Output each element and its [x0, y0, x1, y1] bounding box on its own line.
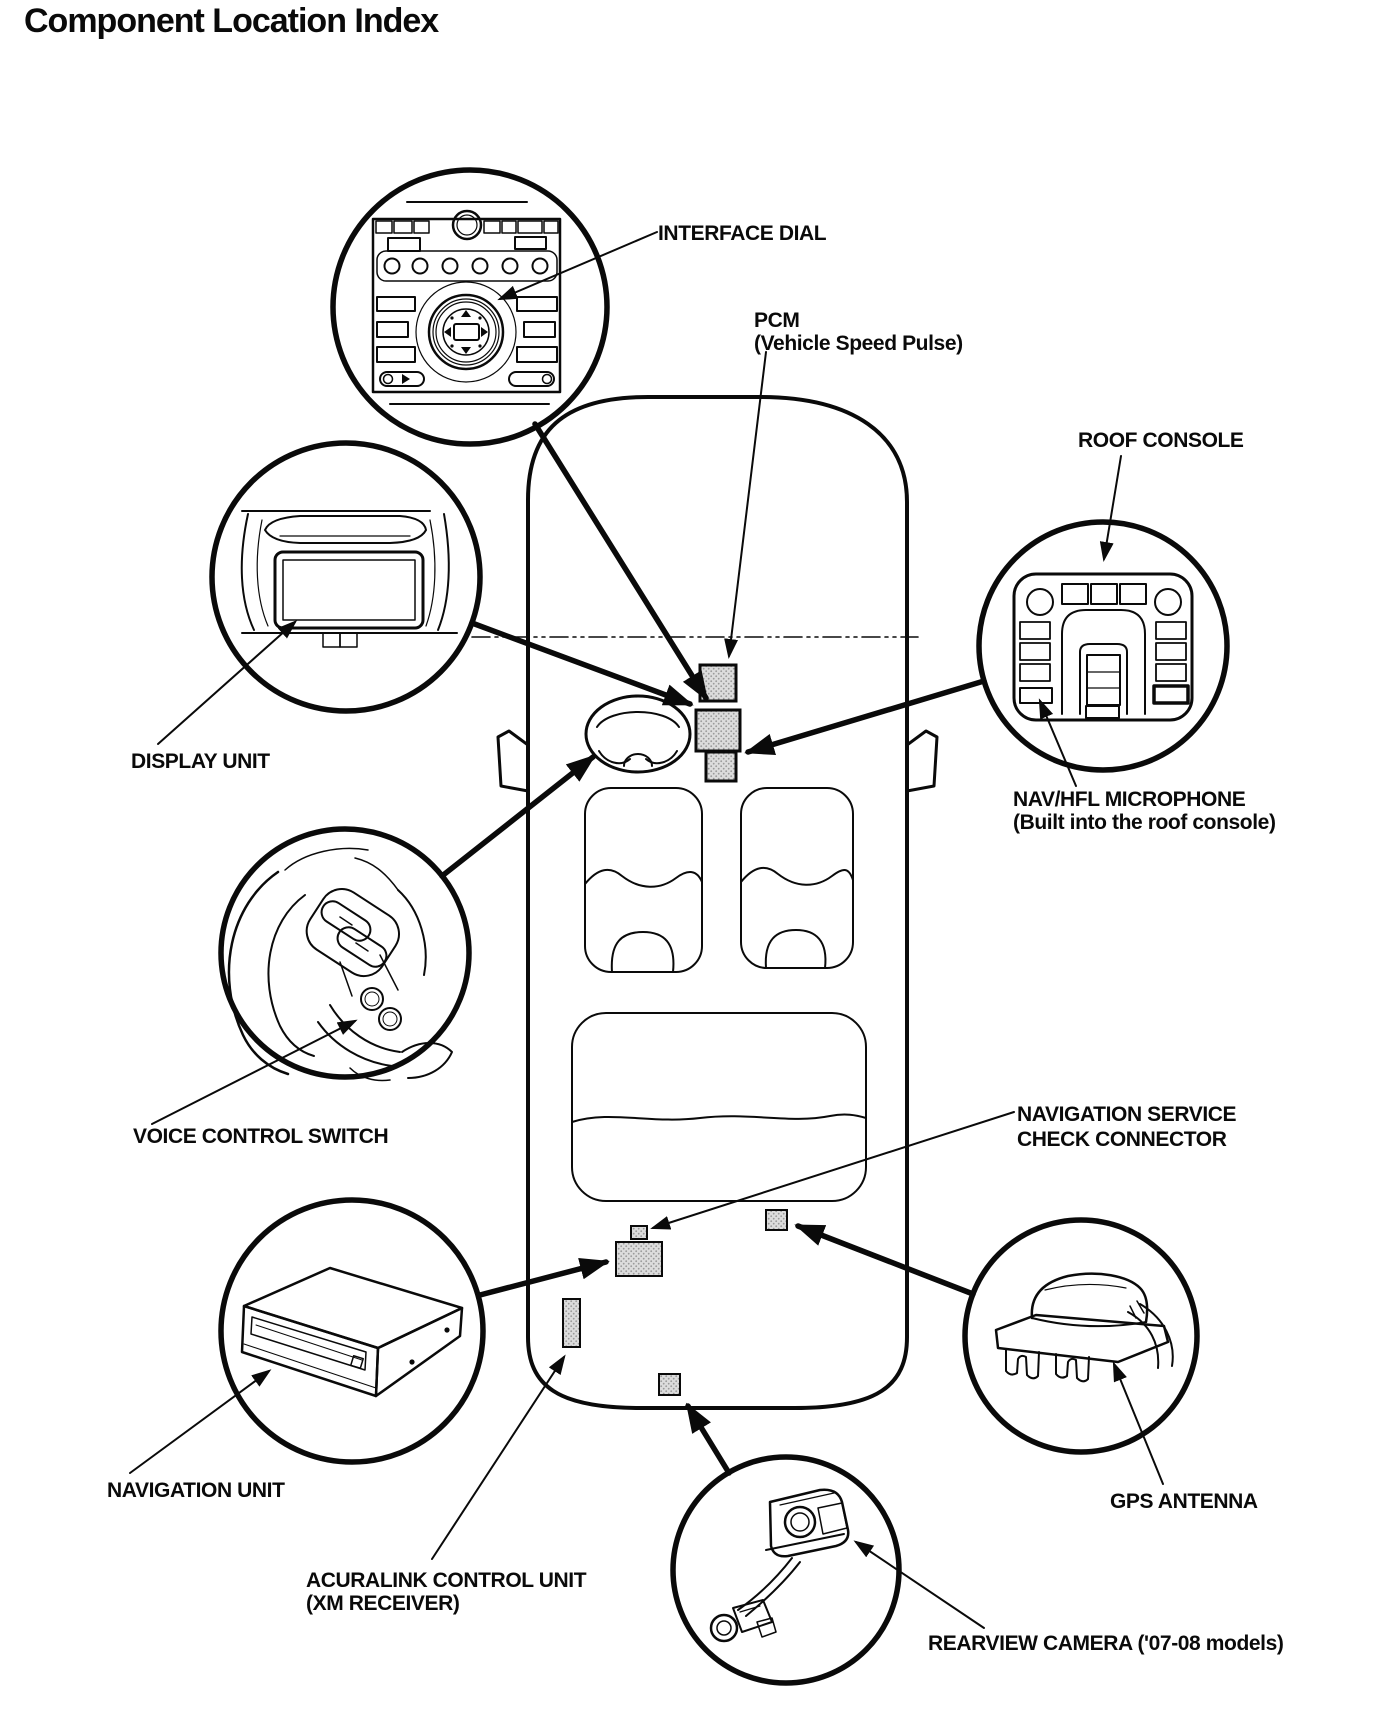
- front-seat-right: [741, 788, 853, 968]
- dash-center-unit-marker: [696, 710, 740, 751]
- arrow-roof-console-to-dash: [748, 681, 984, 752]
- rearview-camera-location-marker: [659, 1374, 680, 1395]
- interface-dial-art: [416, 282, 516, 382]
- display-screen-bezel: [275, 552, 423, 628]
- camera-connector: [733, 1600, 772, 1632]
- leader-navigation-unit: [130, 1371, 269, 1473]
- callout-circle-gps-antenna: [965, 1220, 1197, 1452]
- map-light-left: [1027, 589, 1053, 615]
- callout-circle-interface-dial: [333, 170, 607, 444]
- display-screen: [283, 560, 415, 620]
- leader-roof-console: [1104, 456, 1121, 559]
- label-acuralink-line2: (XM RECEIVER): [306, 1592, 460, 1615]
- arrow-camera-to-tailgate: [688, 1406, 729, 1473]
- label-acuralink-line1: ACURALINK CONTROL UNIT: [306, 1569, 587, 1592]
- gps-antenna-location-marker: [766, 1210, 787, 1230]
- leader-nav-hfl-microphone: [1040, 701, 1076, 786]
- antenna-dome: [1032, 1274, 1147, 1322]
- voice-switch-pod: [298, 881, 407, 985]
- antenna-cable-1: [1128, 1312, 1158, 1368]
- camera-lens: [785, 1507, 815, 1537]
- label-navigation-unit: NAVIGATION UNIT: [107, 1479, 285, 1502]
- cable-grommet: [711, 1615, 737, 1641]
- label-gps-antenna: GPS ANTENNA: [1110, 1490, 1258, 1513]
- leader-acuralink: [432, 1357, 564, 1559]
- navigation-unit-location-marker: [616, 1242, 662, 1276]
- dash-vent: [265, 516, 426, 543]
- arrow-gps-to-floor: [798, 1226, 973, 1294]
- label-rearview-camera: REARVIEW CAMERA ('07-08 models): [928, 1632, 1284, 1655]
- label-nav-service-connector-line2: CHECK CONNECTOR: [1017, 1128, 1227, 1151]
- nav-hfl-microphone-grille: [1020, 688, 1052, 703]
- leader-rearview-camera: [856, 1542, 984, 1628]
- label-interface-dial: INTERFACE DIAL: [658, 222, 827, 245]
- arrow-voice-switch-to-wheel: [442, 757, 593, 876]
- acuralink-location-marker: [563, 1299, 580, 1347]
- roof-console-location-marker: [706, 752, 736, 781]
- label-roof-console: ROOF CONSOLE: [1078, 429, 1244, 452]
- label-nav-service-connector-line1: NAVIGATION SERVICE: [1017, 1103, 1237, 1126]
- camera-cable: [738, 1558, 792, 1610]
- antenna-cable-2: [1140, 1304, 1173, 1366]
- label-voice-control-switch: VOICE CONTROL SWITCH: [133, 1125, 389, 1148]
- left-mirror: [498, 731, 528, 791]
- map-light-right: [1155, 589, 1181, 615]
- leader-interface-dial: [500, 232, 657, 299]
- callout-arrows-thick: [442, 424, 984, 1473]
- label-pcm-line2: (Vehicle Speed Pulse): [754, 332, 963, 355]
- callout-circle-rearview-camera: [673, 1457, 899, 1683]
- page-title: Component Location Index: [24, 2, 439, 40]
- callout-circle-voice-control: [221, 829, 469, 1081]
- arrow-nav-unit-to-floor: [480, 1262, 606, 1295]
- label-display-unit: DISPLAY UNIT: [131, 750, 270, 773]
- label-nav-hfl-microphone-line1: NAV/HFL MICROPHONE: [1013, 788, 1246, 811]
- steering-wheel: [586, 696, 690, 772]
- front-seat-left: [585, 788, 702, 972]
- label-nav-hfl-microphone-line2: (Built into the roof console): [1013, 811, 1276, 834]
- nav-service-connector-location-marker: [631, 1226, 647, 1239]
- arrow-display-unit-to-dash: [472, 623, 690, 704]
- leader-nav-service-connector: [653, 1112, 1014, 1228]
- label-leader-lines: [130, 232, 1163, 1628]
- callout-circle-roof-console: [979, 522, 1227, 770]
- right-mirror: [907, 731, 937, 791]
- callout-circle-display-unit: [212, 443, 480, 711]
- callout-circle-navigation-unit: [221, 1200, 483, 1462]
- label-pcm-line1: PCM: [754, 309, 800, 332]
- car-outline: [472, 397, 937, 1408]
